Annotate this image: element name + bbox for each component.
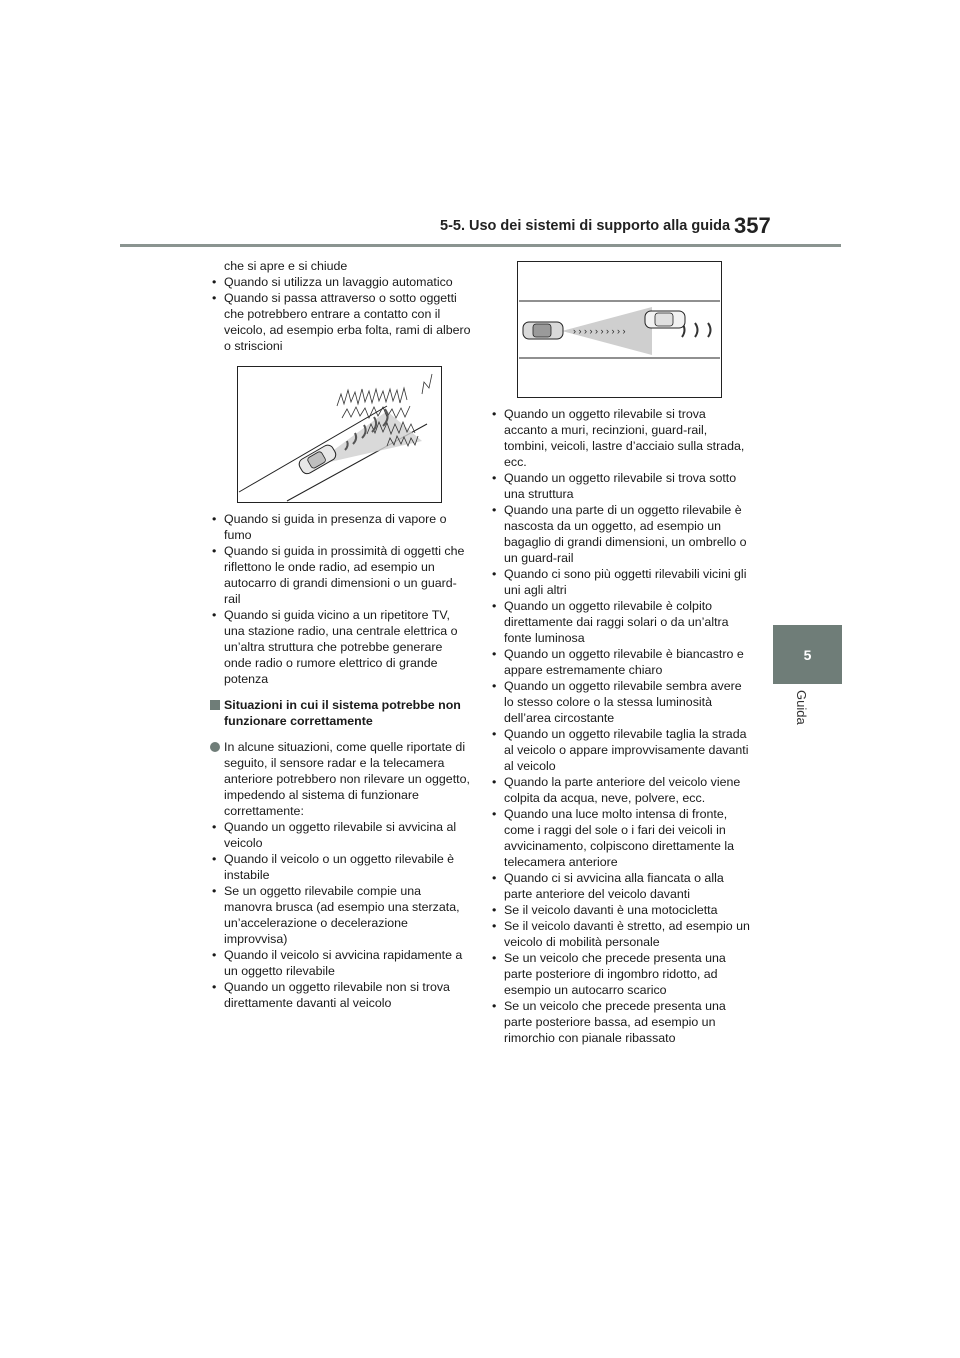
car-in-vegetation-illustration <box>237 366 442 503</box>
right-column <box>490 406 752 1046</box>
list-item: • Quando un oggetto rilevabile non si trova direttamente davanti al veicolo <box>210 979 472 1011</box>
list-item: • Quando si utilizza un lavaggio automatico <box>210 274 472 290</box>
list-item: • Se il veicolo davanti è una motocicletta <box>490 902 752 918</box>
following-vehicle-figure <box>517 261 722 398</box>
list-item: • Quando si guida in prossimità di oggetti che riflettono le onde radio, ad esempio un autocarro di grandi dimensioni o un guard-rail <box>210 543 472 607</box>
list-item: • Quando si guida vicino a un ripetitore TV, una stazione radio, una centrale elettrica o un’altra struttura che potrebbe generare onde radio o rumore elettrico di grande potenza <box>210 607 472 687</box>
list-item: • Quando un oggetto rilevabile si trova accanto a muri, recinzioni, guard-rail, tombini, veicoli, lastre d’acciaio sulla strada, ecc. <box>490 406 752 470</box>
heading-text: Situazioni in cui il sistema potrebbe non funzionare correttamente <box>224 698 461 728</box>
section-title: 5-5. Uso dei sistemi di supporto alla guida <box>440 218 731 234</box>
list-item: • Se un veicolo che precede presenta una parte posteriore bassa, ad esempio un rimorchio con pianale ribassato <box>490 998 752 1046</box>
chapter-tab: 5 <box>773 625 842 684</box>
list-item: • Quando un oggetto rilevabile sembra avere lo stesso colore o la stessa luminosità dell’area circostante <box>490 678 752 726</box>
note-text: In alcune situazioni, come quelle riportate di seguito, il sensore radar e la telecamera anteriore potrebbero non rilevare un oggetto, impedendo al sistema di funzionare correttamente: <box>224 740 470 818</box>
list-item: • Quando un oggetto rilevabile si trova sotto una struttura <box>490 470 752 502</box>
square-marker-icon <box>210 700 220 710</box>
list-item: • Quando un oggetto rilevabile taglia la strada al veicolo o appare improvvisamente davanti al veicolo <box>490 726 752 774</box>
list-item: • Se un oggetto rilevabile compie una manovra brusca (ad esempio una sterzata, un’accelerazione o decelerazione improvvisa) <box>210 883 472 947</box>
header-divider <box>120 244 841 247</box>
continuation-text: che si apre e si chiude <box>224 259 348 273</box>
page-number: 357 <box>734 213 771 238</box>
list-item: • Quando la parte anteriore del veicolo viene colpita da acqua, neve, polvere, ecc. <box>490 774 752 806</box>
left-column <box>210 258 472 1011</box>
list-item: • Quando un oggetto rilevabile si avvicina al veicolo <box>210 819 472 851</box>
section-heading <box>210 697 472 729</box>
list-item: • Quando un oggetto rilevabile è colpito direttamente dai raggi solari o da un’altra fonte luminosa <box>490 598 752 646</box>
list-item: • Quando un oggetto rilevabile è biancastro e appare estremamente chiaro <box>490 646 752 678</box>
car-following-vehicle-illustration <box>517 261 722 398</box>
list-item: • Quando si guida in presenza di vapore o fumo <box>210 511 472 543</box>
list-item: • Quando si passa attraverso o sotto oggetti che potrebbero entrare a contatto con il veicolo, ad esempio erba folta, rami di albero o striscioni <box>210 290 472 354</box>
chapter-label: Guida <box>794 690 809 725</box>
svg-text:› › › › › › › › › ›: › › › › › › › › › › <box>573 326 626 336</box>
list-item: • Quando una parte di un oggetto rilevabile è nascosta da un oggetto, ad esempio un bagaglio di grandi dimensioni, un ombrello o un guard-rail <box>490 502 752 566</box>
list-item: • Quando il veicolo o un oggetto rilevabile è instabile <box>210 851 472 883</box>
list-item: • Se un veicolo che precede presenta una parte posteriore di ingombro ridotto, ad esempio un autocarro scarico <box>490 950 752 998</box>
circle-marker-icon <box>210 742 220 752</box>
vegetation-figure <box>237 366 442 503</box>
list-item: • Quando ci sono più oggetti rilevabili vicini gli uni agli altri <box>490 566 752 598</box>
list-item: • Quando ci si avvicina alla fiancata o alla parte anteriore del veicolo davanti <box>490 870 752 902</box>
list-item: • Se il veicolo davanti è stretto, ad esempio un veicolo di mobilità personale <box>490 918 752 950</box>
list-item: • Quando una luce molto intensa di fronte, come i raggi del sole o i fari dei veicoli in avvicinamento, colpiscono direttamente la telecamera anteriore <box>490 806 752 870</box>
list-item: • Quando il veicolo si avvicina rapidamente a un oggetto rilevabile <box>210 947 472 979</box>
note-paragraph <box>210 739 472 819</box>
